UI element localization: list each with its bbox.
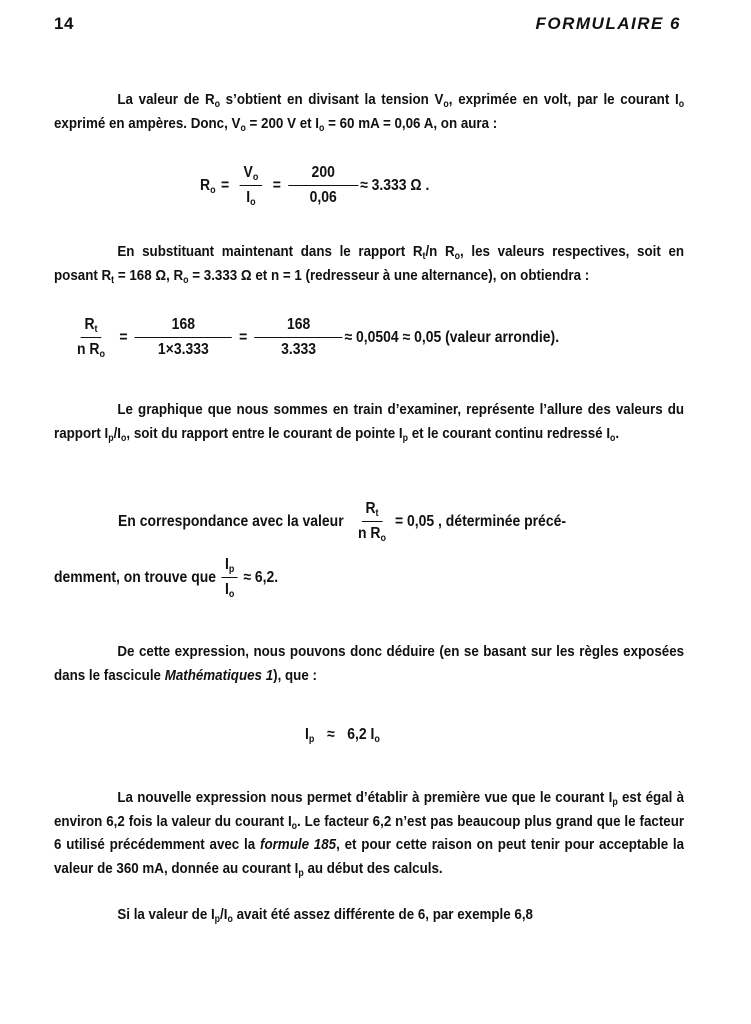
equation-ro: $R_o$ = $\frac{V_o}{I_o}$ = $\frac{200}{0,06}$ ≈ 3.333 Ω . [200,164,430,208]
fraction-vo-io: $\frac{V_o}{I_o}$ [240,164,262,207]
equation-ratio: $\frac{R_t}{n R_o}$ = $\frac{168}{1\times 3.333}$ = $\frac{168}{3.333}$ ≈ 0,0504 ≈ 0,05 (valeur arrondie). [68,316,559,359]
fraction-rt-nro: $\frac{R_t}{n R_o}$ [77,316,105,360]
paragraph-graph-description: Le graphique que nous sommes en train d’examiner, représente l’allure des valeurs du rapport $I_p/I_o$, soit du rapport entre le courant de pointe $I_p$ et le courant continu redressé $I_o$. [54,401,685,444]
paragraph-conclusion: La nouvelle expression nous permet d’établir à première vue que le courant $I_p$ est égal à environ 6,2 fois la valeur du courant $I_o$. Le facteur 6,2 n’est pas beaucoup plus grand que le facteur 6 utilisé précédemment avec la formule 185, et pour cette raison on peut tenir pour acceptable la valeur de 360 mA, donnée au courant $I_p$ au début des calculs. [54,789,685,879]
equation-ip: $I_p$ ≈ 6,2 $I_o$ [305,726,380,745]
fraction-ip-io: $\frac{I_p}{I_o}$ [221,556,238,599]
fraction-rt-nro-inline: $\frac{R_t}{n R_o}$ [358,500,387,544]
page-number: 14 [54,14,74,33]
paragraph-substitution: En substituant maintenant dans le rapport $R_t/n$ $R_o$, les valeurs respectives, soit en posant $R_t = 168$ Ω, $R_o = 3.333$ Ω et n = 1 (redresseur à une alternance), on obtiendra : [54,243,685,286]
fraction-168-1x3333: $\frac{168}{1\times 3.333}$ [138,316,228,359]
running-title: FORMULAIRE 6 [535,14,681,33]
formula-reference: formule 185 [259,836,337,853]
line-correspondance: En correspondance avec la valeur $\frac{R_t}{n R_o}$ = 0,05 , déterminée précé- [118,500,566,544]
line-demment: demment, on trouve que $\frac{I_p}{I_o}$ ≈ 6,2. [54,556,279,600]
book-reference: Mathématiques 1 [164,666,274,684]
fraction-168-3333: $\frac{168}{3.333}$ [258,316,339,359]
fraction-200-006: $\frac{200}{0,06}$ [292,164,355,207]
paragraph-deduction: De cette expression, nous pouvons donc déduire (en se basant sur les règles exposées dans le fascicule Mathématiques 1), que : [54,643,685,684]
paragraph-ro-definition: La valeur de $R_o$ s’obtient en divisant la tension $V_o$, exprimée en volt, par le courant $I_o$ exprimé en ampères. Donc, $V_o = 200$ V et $I_o = 60$ mA = 0,06 A, on aura : [54,91,685,134]
paragraph-continuation: Si la valeur de $I_p/I_o$ avait été assez différente de 6, par exemple 6,8 [117,906,533,925]
